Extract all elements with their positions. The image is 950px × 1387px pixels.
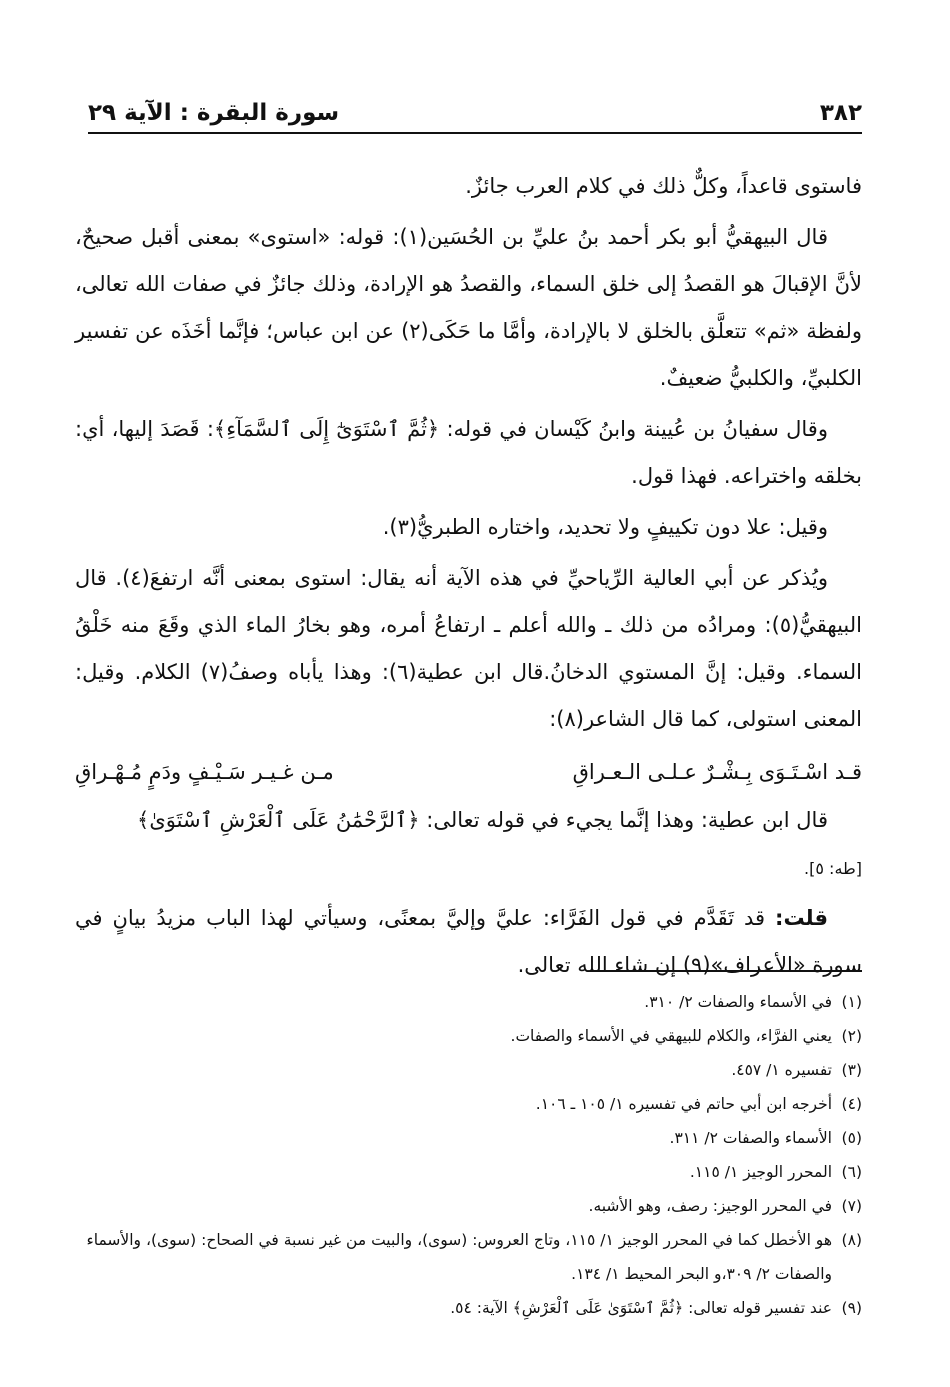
footnote-number: (٤): [841, 1095, 862, 1113]
footnote-text: المحرر الوجيز ١/ ١١٥.: [689, 1163, 832, 1181]
footnote-text: في المحرر الوجيز: رصف، وهو الأشبه.: [588, 1197, 832, 1215]
footnotes: [80, 985, 862, 1325]
paragraph-7: [75, 895, 862, 989]
paragraph-3: وقال سفيانُ بن عُيينة وابنُ كَيْسان في قوله: ﴿ثُمَّ ٱسْتَوَىٰٓ إِلَى ٱلسَّمَآءِ﴾: قَصَدَ إليها، أي: بخلقه واختراعه. فهذا قول.: [75, 417, 862, 488]
footnote-text: الأسماء والصفات ٢/ ٣١١.: [669, 1129, 832, 1147]
footnote-text: عند تفسير قوله تعالى: ﴿ثُمَّ ٱسْتَوَىٰ عَلَى ٱلْعَرْشِ﴾ الآية: ٥٤.: [450, 1299, 832, 1317]
footnote-item: [80, 1155, 862, 1189]
footnote-text: في الأسماء والصفات ٢/ ٣١٠.: [644, 993, 832, 1011]
footnote-item: [80, 1291, 862, 1325]
paragraph-5: ويُذكر عن أبي العالية الرِّياحيِّ في هذه الآية أنه يقال: استوى بمعنى أنَّه ارتفعَ(٤). قال البيهقيُّ(٥): ومرادُه من ذلك ـ والله أعلم ـ ارتفاعُ أمره، وهو بخارُ الماء الذي وقَعَ منه خَلْقُ السماء. وقيل: إنَّ المستوي الدخانُ.قال ابن عطية(٦): وهذا يأباه وصفُ(٧) الكلام. وقيل: المعنى استولى، كما قال الشاعر(٨):: [75, 566, 862, 731]
footnote-item: [80, 1223, 862, 1291]
paragraph-7-text: قد تَقَدَّم في قول الفَرَّاء: عليَّ وإليَّ بمعنًى، وسيأتي لهذا الباب مزيدُ بيانٍ في سورة «الأعراف»(٩) إن شاء الله تعالى.: [75, 906, 862, 977]
footnote-item: [80, 1019, 862, 1053]
main-text: [75, 163, 862, 993]
footnote-item: [80, 1189, 862, 1223]
footnote-item: [80, 1053, 862, 1087]
paragraph-4: وقيل: علا دون تكييفٍ ولا تحديد، واختاره الطبريُّ(٣).: [382, 515, 828, 539]
footnote-number: (٨): [841, 1231, 862, 1249]
qultu-label: قلت:: [775, 906, 828, 930]
footnote-number: (٥): [841, 1129, 862, 1147]
footnote-number: (٣): [841, 1061, 862, 1079]
page-number: ٣٨٢: [819, 100, 862, 126]
chapter-title: سورة البقرة : الآية ٢٩: [88, 100, 340, 126]
footnote-text: أخرجه ابن أبي حاتم في تفسيره ١/ ١٠٥ ـ ١٠٦.: [535, 1095, 832, 1113]
footnote-item: [80, 1087, 862, 1121]
footnote-item: [80, 1121, 862, 1155]
paragraph-6: [75, 797, 862, 891]
header-divider: [88, 132, 862, 134]
footnote-number: (٦): [841, 1163, 862, 1181]
quran-reference: [طه: ٥].: [804, 859, 862, 878]
poetry-verse: [75, 747, 862, 797]
footnote-number: (٢): [841, 1027, 862, 1045]
footnote-number: (١): [841, 993, 862, 1011]
footnote-text: يعني الفرَّاء، والكلام للبيهقي في الأسماء والصفات.: [510, 1027, 832, 1045]
paragraph-2: قال البيهقيُّ أبو بكر أحمد بنُ عليِّ بن الحُسَين(١): قوله: «استوى» بمعنى أقبل صحيحٌ، لأنَّ الإقبالَ هو القصدُ إلى خلق السماء، والقصدُ هو الإرادة، وذلك جائزٌ في صفات الله تعالى، ولفظة «ثم» تتعلَّق بالخلق لا بالإرادة، وأمَّا ما حَكَى(٢) عن ابن عباس؛ فإنَّما أخَذَه عن تفسير الكلبيِّ، والكلبيُّ ضعيفٌ.: [75, 225, 863, 390]
page-header: [88, 88, 862, 132]
verse-second-hemistich: مـن غـيـر سَـيْـفٍ ودَمٍ مُـهْـراقِ: [75, 760, 334, 784]
footnote-text: تفسيره ١/ ٤٥٧.: [731, 1061, 832, 1079]
paragraph-1: فاستوى قاعداً، وكلٌّ ذلك في كلام العرب جائزٌ.: [465, 174, 862, 198]
footnote-item: [80, 985, 862, 1019]
footnote-number: (٩): [841, 1299, 862, 1317]
paragraph-6-text: قال ابن عطية: وهذا إنَّما يجيء في قوله تعالى: ﴿ٱلرَّحْمَٰنُ عَلَى ٱلْعَرْشِ ٱسْتَوَىٰ﴾: [137, 808, 828, 832]
footnote-number: (٧): [841, 1197, 862, 1215]
footnote-divider: [590, 970, 862, 972]
verse-first-hemistich: قـد اسْـتَـوَى بِـشْـرٌ عـلـى الـعـراقِ: [572, 760, 862, 784]
footnote-text: هو الأخطل كما في المحرر الوجيز ١/ ١١٥، وتاج العروس: (سوى)، والبيت من غير نسبة في الصحاح: (سوى)، والأسماء والصفات ٢/ ٣٠٩،و البحر المحيط ١/ ١٣٤.: [86, 1231, 832, 1283]
